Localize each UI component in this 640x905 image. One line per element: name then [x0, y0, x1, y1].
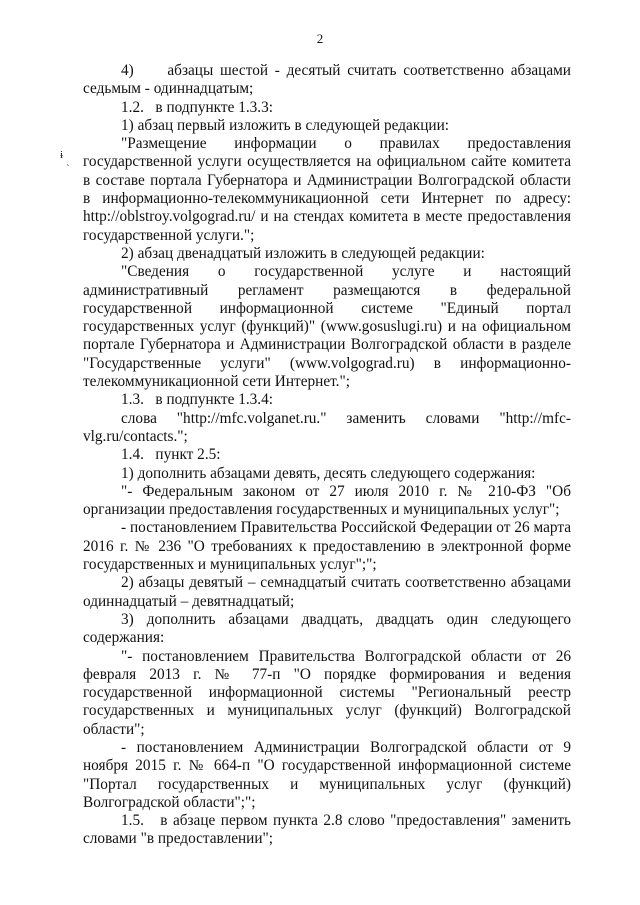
document-body: [83, 62, 571, 849]
paragraph: "Сведения о государственной услуге и настоящий административный регламент размещаются в федеральной государственной информационной системе "Единый портал государственных услуг (функций)" (www.gosuslugi.ru) и на официальном портале Губернатора и Администрации Волгоградской области в разделе "Государственные услуги" (www.volgograd.ru) в информационно-телекоммуникационной сети Интернет.";: [83, 263, 571, 391]
paragraph: 4) абзацы шестой - десятый считать соответственно абзацами седьмым - одиннадцатым;: [83, 62, 571, 98]
paragraph: - постановлением Правительства Российской Федерации от 26 марта 2016 г. № 236 "О требованиях к предоставлению в электронной форме государственных и муниципальных услуг";";: [83, 519, 571, 574]
paragraph: "- постановлением Правительства Волгоградской области от 26 февраля 2013 г. № 77-п "О порядке формирования и ведения государственной информационной системы "Региональный реестр государственных и муниципальных услуг (функций) Волгоградской области";: [83, 647, 571, 738]
paragraph: 1.4. пункт 2.5:: [121, 446, 221, 464]
paragraph: 1.5. в абзаце первом пункта 2.8 слово "предоставления" заменить словами "в предоставлении";: [83, 812, 571, 848]
paragraph: 1.3. в подпункте 1.3.4:: [121, 391, 274, 409]
paragraph: 1) дополнить абзацами девять, десять следующего содержания:: [121, 464, 536, 482]
paragraph: слова "http://mfc.volganet.ru." заменить словами "http://mfc-vlg.ru/contacts.";: [83, 409, 571, 445]
paragraph: 3) дополнить абзацами двадцать, двадцать один следующего содержания:: [83, 610, 571, 647]
paragraph: "- Федеральным законом от 27 июля 2010 г. № 210-ФЗ "Об организации предоставления государственных и муниципальных услуг";: [83, 482, 571, 519]
margin-mark: ˋ: [66, 163, 70, 175]
paragraph: 1.2. в подпункте 1.3.3:: [121, 98, 274, 116]
paragraph: "Размещение информации о правилах предоставления государственной услуги осуществляется на официальном сайте комитета в составе портала Губернатора и Администрации Волгоградской области в информационно-телекоммуникационной сети Интернет по адресу: http://oblstroy.volgograd.ru/ и на стендах комитета в месте предоставления государственной услуги.";: [83, 135, 571, 244]
paragraph: - постановлением Администрации Волгоградской области от 9 ноября 2015 г. № 664-п "О государственной информационной системе "Портал государственных и муниципальных услуг (функций) Волгоградской области";";: [83, 738, 571, 811]
margin-mark: ɨ: [60, 149, 64, 161]
page-number: 2: [316, 31, 324, 46]
paragraph: 1) абзац первый изложить в следующей редакции:: [121, 116, 450, 134]
paragraph: 2) абзац двенадцатый изложить в следующей редакции:: [121, 244, 485, 262]
paragraph: 2) абзацы девятый – семнадцатый считать соответственно абзацами одиннадцатый – девятнадцатый;: [83, 574, 571, 610]
